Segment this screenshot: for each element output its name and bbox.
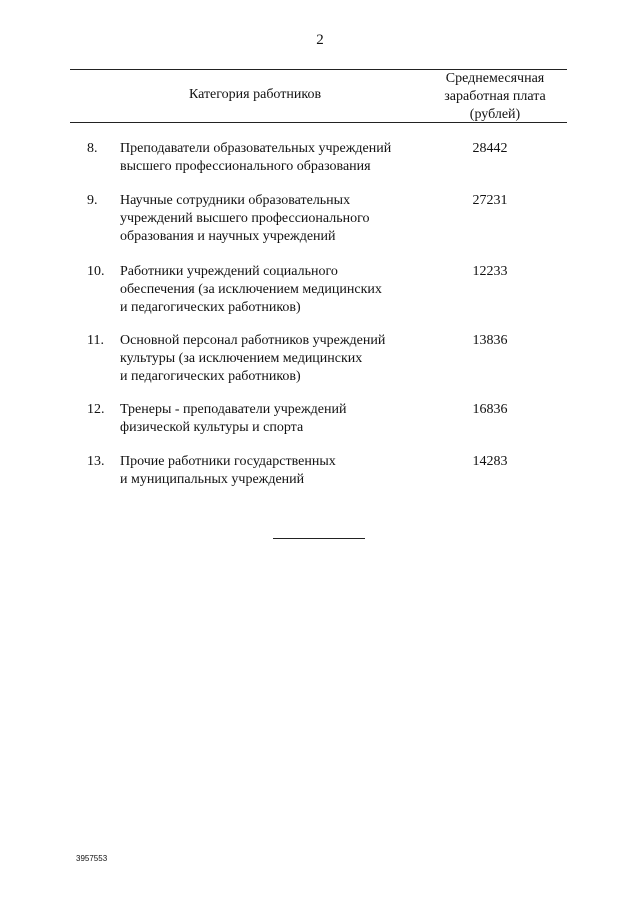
- row-category: [120, 332, 430, 386]
- row-category: [120, 263, 430, 317]
- row-salary: 12233: [472, 264, 508, 279]
- row-category-line: Тренеры - преподаватели учреждений: [120, 402, 347, 417]
- row-salary: 16836: [472, 402, 508, 417]
- row-category-line: физической культуры и спорта: [120, 420, 304, 435]
- row-category-line: высшего профессионального образования: [120, 159, 371, 174]
- row-salary: 28442: [472, 141, 508, 156]
- document-code: 3957553: [76, 854, 108, 863]
- row-salary: 14283: [472, 454, 508, 469]
- row-category-line: Прочие работники государственных: [120, 454, 336, 469]
- row-salary: 27231: [472, 193, 508, 208]
- row-category-line: и муниципальных учреждений: [120, 472, 305, 487]
- row-number: 13.: [87, 454, 105, 469]
- column-header-salary-line: (рублей): [469, 107, 521, 122]
- row-category-line: культуры (за исключением медицинских: [120, 351, 363, 366]
- page-number: 2: [316, 32, 324, 48]
- column-header-salary: [430, 70, 560, 124]
- row-category-line: учреждений высшего профессионального: [120, 211, 370, 226]
- column-header-category: Категория работников: [188, 87, 322, 102]
- row-category-line: Научные сотрудники образовательных: [120, 193, 351, 208]
- row-number: 10.: [87, 264, 105, 279]
- row-category-line: Основной персонал работников учреждений: [120, 333, 386, 348]
- column-header-salary-line: Среднемесячная: [445, 71, 545, 86]
- row-number: 11.: [87, 333, 104, 348]
- row-salary: 13836: [472, 333, 508, 348]
- row-category-line: Преподаватели образовательных учреждений: [120, 141, 392, 156]
- row-category: [120, 140, 430, 176]
- table-header-rule: [70, 122, 567, 123]
- row-category-line: обеспечения (за исключением медицинских: [120, 282, 382, 297]
- row-number: 12.: [87, 402, 105, 417]
- end-of-table-line: [273, 538, 365, 539]
- row-category: [120, 401, 430, 437]
- row-category-line: и педагогических работников): [120, 369, 301, 384]
- row-category-line: Работники учреждений социального: [120, 264, 338, 279]
- row-category-line: образования и научных учреждений: [120, 229, 336, 244]
- row-number: 8.: [87, 141, 98, 156]
- row-category: [120, 192, 430, 246]
- row-category: [120, 453, 430, 489]
- row-number: 9.: [87, 193, 98, 208]
- column-header-salary-line: заработная плата: [444, 89, 546, 104]
- row-category-line: и педагогических работников): [120, 300, 301, 315]
